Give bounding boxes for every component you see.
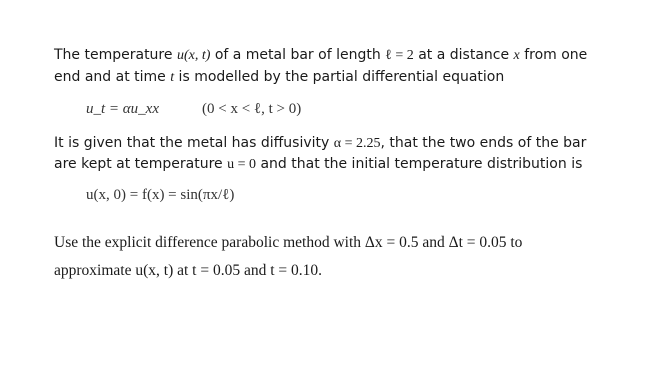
intro-text: The temperature [54,47,177,63]
intro-text: of a metal bar of length [210,47,386,63]
given-line-1 [54,134,586,153]
intro-text: at a distance [413,47,514,63]
task-line-1: Use the explicit difference parabolic method with Δx = 0.5 and Δt = 0.05 to [54,234,523,251]
math-u-x-t: u(x, t) [176,48,211,63]
intro-text: from one [519,47,588,63]
math-x: x [513,48,520,63]
intro-text: is modelled by the partial differential equation [174,69,505,85]
math-alpha: α = 2.25 [333,136,381,151]
intro-text: end and at time [54,69,171,85]
pde-condition: (0 < x < ℓ, t > 0) [202,101,302,117]
given-text: are kept at temperature [54,156,228,172]
pde-equation: u_t = αu_xx [86,101,159,117]
math-boundary: u = 0 [227,157,257,172]
initial-condition: u(x, 0) = f(x) = sin(πx/ℓ) [86,187,235,203]
task-line-2: approximate u(x, t) at t = 0.05 and t = 0.10. [54,262,323,279]
intro-line-1 [54,46,587,65]
given-text: It is given that the metal has diffusivity [54,135,334,151]
intro-line-2 [54,68,504,87]
given-line-2 [54,155,582,174]
given-text: , that the two ends of the bar [380,135,587,151]
given-text: and that the initial temperature distribution is [256,156,583,172]
math-length: ℓ = 2 [385,48,414,63]
math-t: t [170,70,175,85]
